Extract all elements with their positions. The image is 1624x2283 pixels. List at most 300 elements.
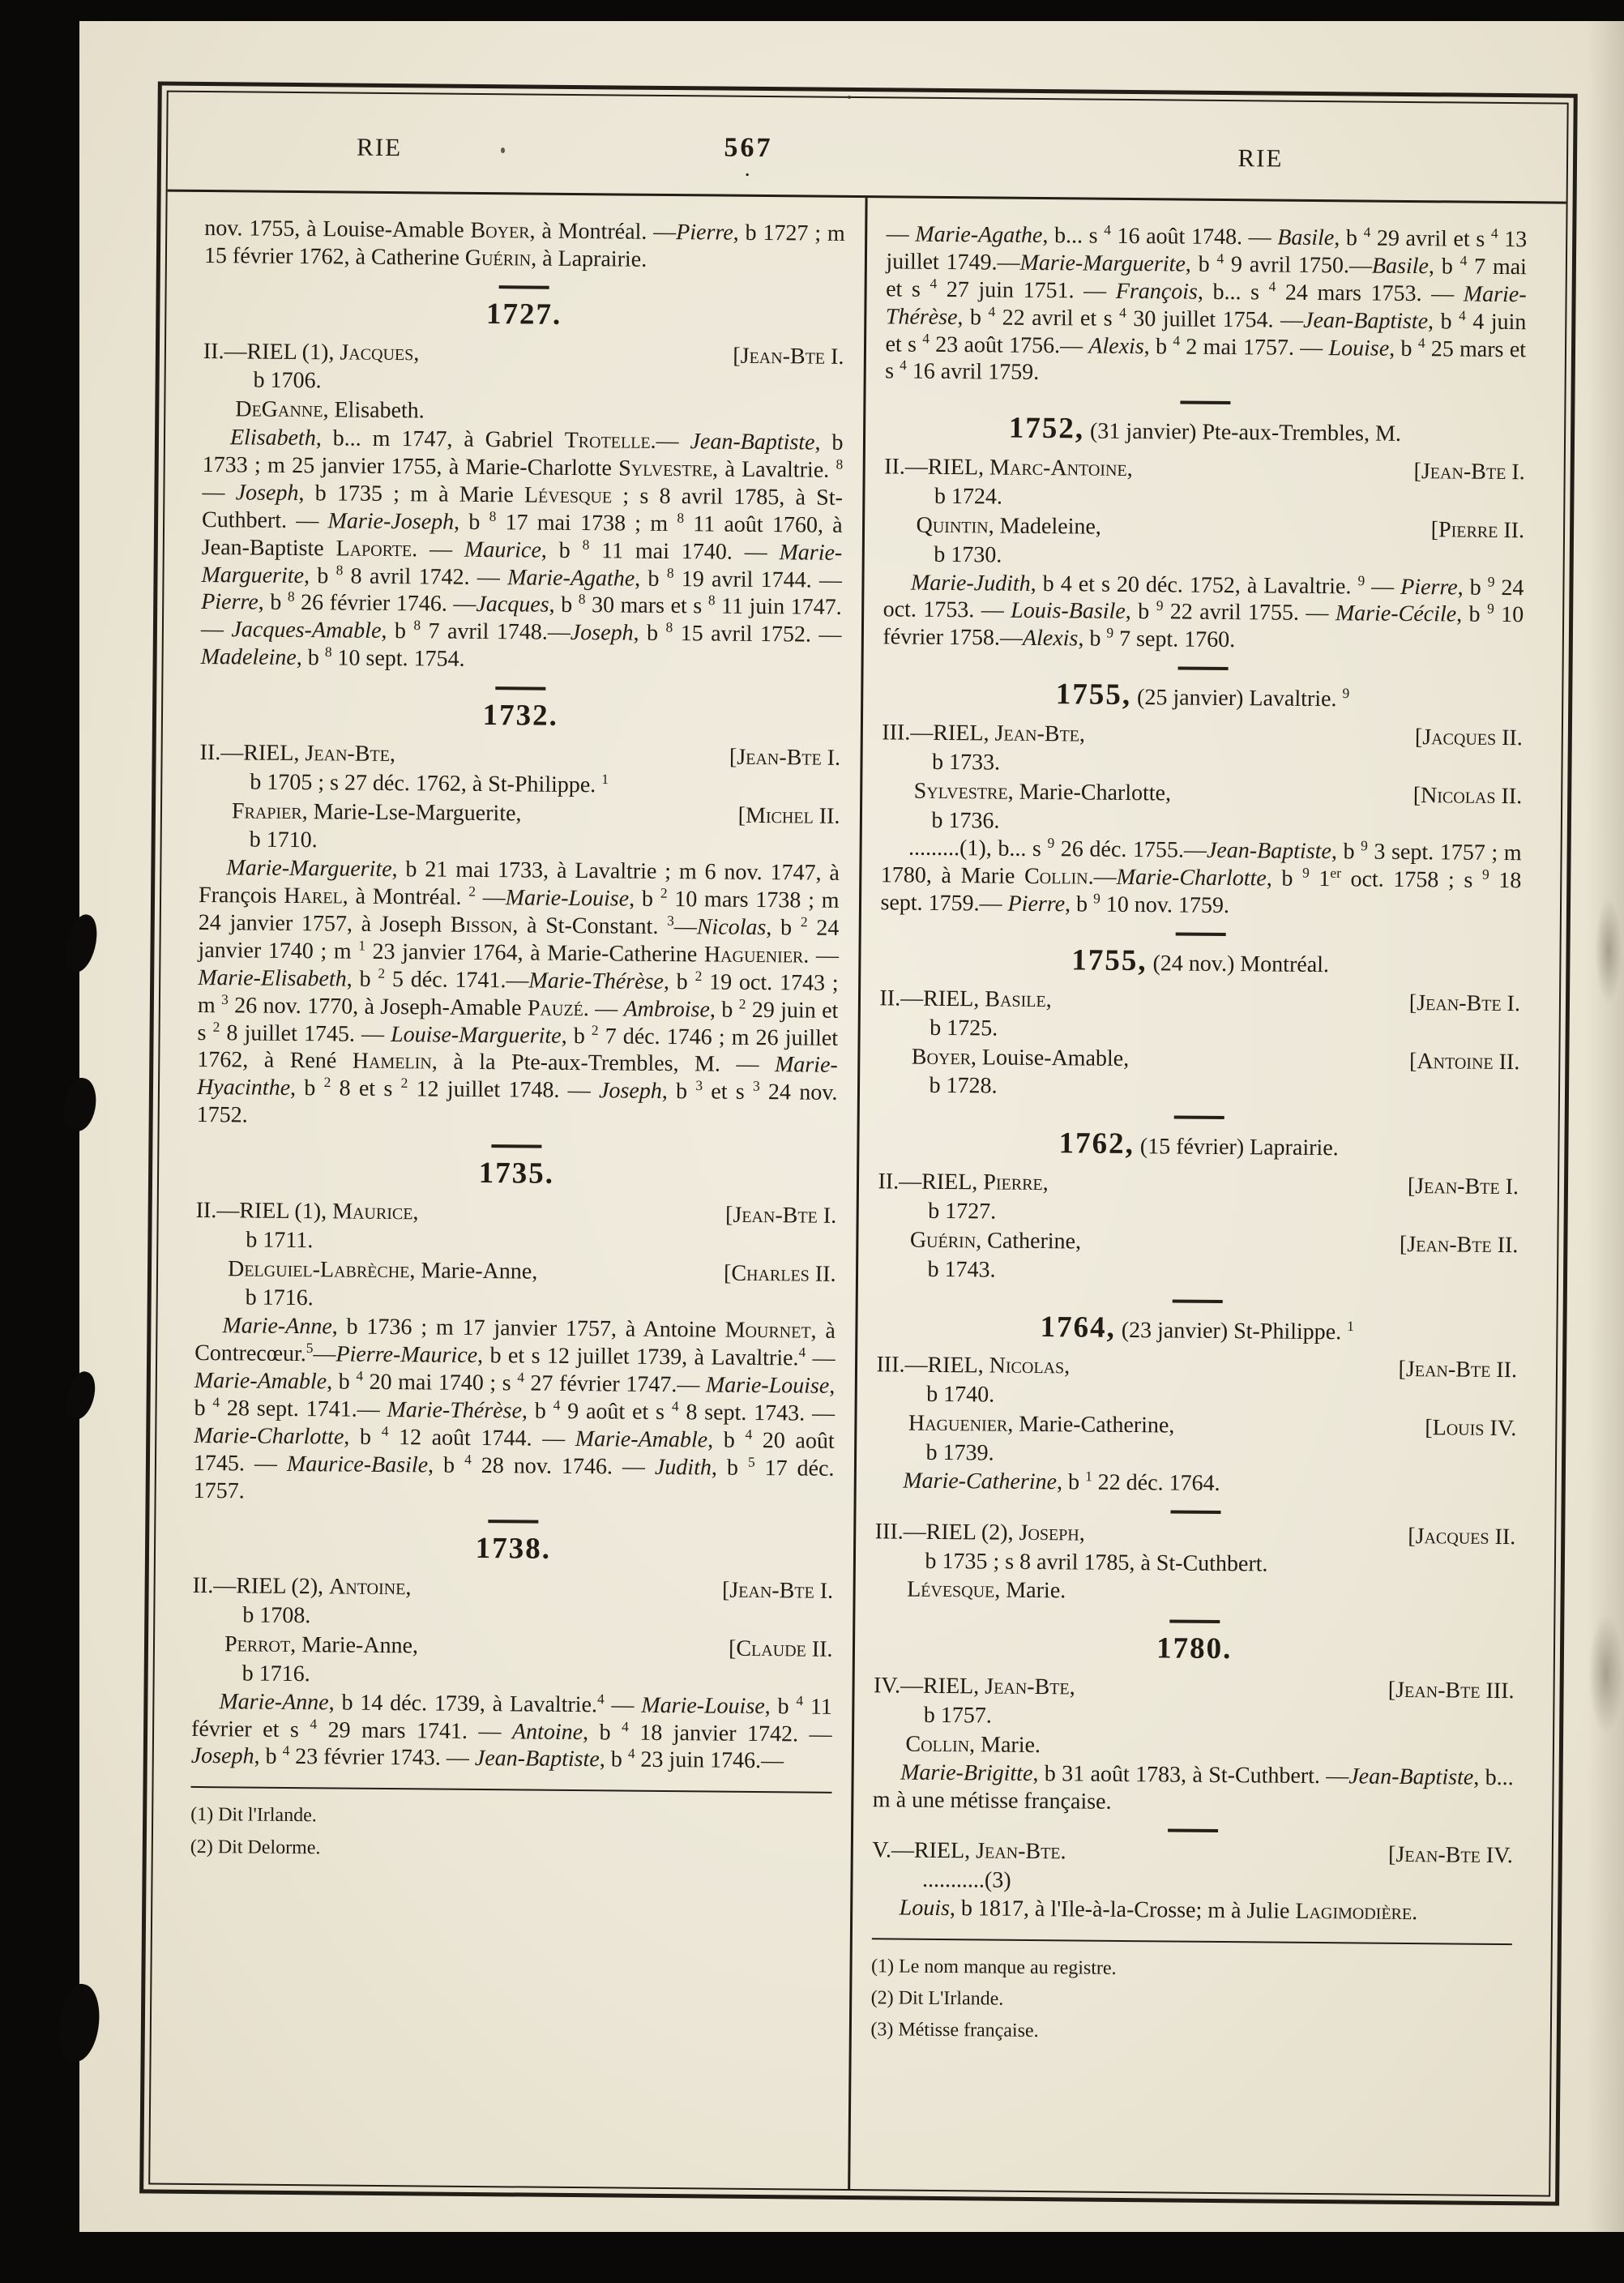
entry-head [195, 1255, 836, 1288]
text-run: , à Laprairie. [531, 246, 647, 272]
running-head-left: RIE [356, 132, 403, 162]
text-run: 4 [1490, 225, 1498, 242]
text-run: 19 oct. 1743 ; m [197, 969, 839, 1018]
text-run: 27 juin 1751. — [937, 276, 1116, 304]
footnote: (2) Dit Delorme. [190, 1836, 321, 1858]
text-run: Marie-Cécile [1335, 601, 1457, 627]
text-run: Marc-Antoine [989, 455, 1127, 481]
text-run: Jean-Baptiste [474, 1746, 600, 1772]
text-run: , b [254, 1744, 283, 1770]
text-run: Haguenier [703, 942, 804, 968]
text-run: Haguenier [908, 1410, 1008, 1437]
entry-head [872, 1837, 1513, 1870]
text-run: , b [1427, 308, 1459, 335]
text-run: 23 juin 1746.— [635, 1747, 784, 1774]
entry-subline [199, 826, 840, 859]
text-run: 24 nov. 1752. [196, 1080, 838, 1128]
entry-parent-ref [1393, 1231, 1519, 1259]
text-run: — [475, 885, 506, 911]
text-run: [Louis IV. [1425, 1415, 1517, 1442]
text-run: , b [635, 566, 667, 592]
entry-parent-ref [1401, 1173, 1519, 1201]
text-run: Jacques [476, 592, 549, 618]
text-run: , b [663, 968, 695, 995]
text-run: 9 [1361, 838, 1368, 854]
text-run: Collin [1024, 864, 1088, 890]
text-run: , b 1817, à l'Ile-à-la-Crosse; m à Julie [949, 1896, 1296, 1925]
text-run: , b [709, 997, 739, 1023]
text-run: , b [194, 1373, 836, 1422]
text-run: , [413, 340, 420, 366]
text-run: Nicolas [989, 1353, 1065, 1379]
text-run: 5 déc. 1741.— [384, 966, 529, 994]
year-heading [877, 1308, 1518, 1350]
text-run: 12 juillet 1748. — [408, 1076, 600, 1104]
text-run: b 1757. [923, 1702, 992, 1729]
text-run: Louise-Marguerite [391, 1021, 562, 1049]
text-run: .— [650, 428, 690, 455]
text-run: [Antoine II. [1408, 1048, 1520, 1075]
text-run: Perrot [224, 1631, 291, 1657]
text-run: 4 [596, 1691, 605, 1707]
entry-head [203, 338, 844, 371]
entry-parent-ref [723, 743, 840, 772]
text-run: 8 [707, 592, 716, 609]
page-content-tilt [68, 15, 1624, 2239]
entry-name [875, 1518, 1085, 1547]
entry-name [228, 1255, 538, 1285]
entry-parent-ref [1403, 1047, 1520, 1075]
text-run: 27 février 1747.— [524, 1370, 707, 1398]
entry-parent-ref [722, 1635, 833, 1664]
entry-head [875, 1518, 1516, 1551]
entry-head [879, 985, 1520, 1018]
entry-head [878, 1226, 1519, 1259]
text-run: Joseph [235, 480, 299, 506]
text-run: 1 [358, 938, 366, 954]
text-run: Frapier [231, 797, 302, 824]
text-run: III.—RIEL, [882, 720, 995, 746]
text-run: 8 sept. 1743. — [678, 1400, 836, 1426]
text-run: 8 [836, 456, 844, 472]
text-run: [Jean-Bte I. [729, 744, 841, 771]
text-run: Basile [985, 986, 1046, 1012]
text-run: 28 sept. 1741.— [219, 1396, 387, 1422]
entry-subline [876, 1380, 1517, 1413]
section-separator [1170, 1510, 1220, 1514]
entry-name [879, 985, 1051, 1014]
entry-name [910, 1226, 1081, 1255]
text-run: IV.—RIEL, [873, 1673, 985, 1699]
text-run: 24 janvier 1740 ; m [198, 915, 840, 964]
text-run: ...........(3) [921, 1867, 1011, 1894]
entry-subline [199, 768, 840, 802]
text-run: .— [1088, 864, 1117, 891]
text-run: , b [1457, 575, 1488, 601]
text-run: Maurice [332, 1199, 413, 1225]
entry-parent-ref [732, 802, 840, 830]
entry-name [232, 797, 522, 827]
entry-parent-ref [1401, 1523, 1515, 1551]
text-run: , b [1331, 839, 1361, 865]
section-separator [489, 1520, 539, 1524]
text-run: Mournet [724, 1317, 811, 1344]
text-run: 19 avril 1744. — [673, 566, 843, 593]
entry-name [235, 396, 425, 425]
text-run: 1727. [485, 297, 562, 331]
text-run: Delguiel-Labrèche [227, 1255, 410, 1283]
entry-head [878, 1168, 1519, 1201]
text-run: Marie-Brigitte [900, 1759, 1033, 1786]
text-run: Marie-Anne [222, 1313, 332, 1340]
text-run: 8 [413, 618, 421, 634]
entry-name [882, 719, 1085, 748]
entry-name [196, 1197, 419, 1226]
text-run: Marie-Catherine [903, 1468, 1058, 1495]
entry-paragraph [194, 1312, 836, 1510]
text-run: , [1045, 986, 1052, 1012]
text-run: 10 sept. 1754. [331, 645, 465, 672]
text-run: Jean-Bte [305, 740, 391, 767]
text-run: 29 mars 1741. — [316, 1717, 513, 1744]
text-run: 3 [695, 1078, 703, 1094]
text-run: 10 février 1758.— [883, 602, 1524, 652]
text-run: 8 [677, 510, 685, 526]
entry-head [882, 777, 1523, 810]
text-run: , à Contrecœur. [194, 1318, 836, 1367]
entry-name [916, 511, 1101, 541]
text-run: 18 sept. 1759.— [880, 868, 1522, 917]
text-run: Elisabeth [229, 425, 316, 451]
book-page [79, 21, 1624, 2232]
text-run: 4 [517, 1370, 525, 1386]
entry-name [224, 1631, 418, 1660]
entry-subline [875, 1439, 1516, 1472]
text-run: II.—RIEL (1), [195, 1197, 333, 1225]
text-run: 2 [800, 914, 808, 930]
section-separator [1180, 401, 1230, 405]
text-run: b 1735 ; s 8 avril 1785, à St-Cuthbert. [925, 1548, 1268, 1577]
entry-subline [878, 1197, 1519, 1230]
text-run: 23 janvier 1764, à Marie-Catherine [365, 938, 705, 968]
text-run: [Jean-Bte IV. [1387, 1842, 1513, 1869]
text-run: 4 [798, 1345, 806, 1361]
text-run: — [604, 1692, 642, 1718]
text-run: , b [1064, 891, 1094, 917]
text-run: , b [521, 1398, 553, 1424]
text-run: 12 août 1744. — [388, 1424, 576, 1451]
footnote: (1) Dit l'Irlande. [190, 1804, 317, 1827]
text-run: Antoine [328, 1574, 406, 1601]
page-border-frame-inner [148, 91, 1568, 2197]
entry-name [884, 453, 1133, 483]
text-run: Boyer [470, 217, 530, 244]
text-run: Marie-Thérèse [387, 1396, 523, 1424]
text-run: Joseph [1019, 1520, 1079, 1546]
text-run: , b [541, 537, 583, 563]
text-run: 8 juillet 1745. — [220, 1020, 391, 1047]
column-right [850, 198, 1566, 2195]
entry-paragraph [204, 215, 845, 276]
year-heading [880, 941, 1521, 983]
text-run: 7 sept. 1760. [1113, 626, 1236, 653]
text-run: Basile [1277, 224, 1335, 251]
text-run: , b [453, 509, 489, 535]
text-run: 8 [489, 508, 497, 524]
entry-head [876, 1409, 1517, 1443]
text-run: 8 [335, 562, 344, 578]
text-run: [Jean-Bte I. [1407, 1174, 1519, 1200]
text-run: , b [957, 304, 989, 331]
text-run: 4 [1173, 332, 1181, 348]
text-run: , b [346, 966, 378, 992]
section-separator [496, 686, 546, 690]
text-run: 3 [753, 1078, 760, 1094]
text-run: Pierre-Maurice [335, 1341, 478, 1369]
text-run: 24 mars 1753. — [1276, 280, 1464, 307]
text-run: 1738. [475, 1532, 552, 1567]
text-run: 9 [1481, 866, 1489, 883]
entry-name [203, 338, 420, 367]
text-run: Joseph [190, 1743, 254, 1770]
text-run: [Jean-Bte III. [1387, 1677, 1515, 1704]
entry-subline [884, 482, 1525, 515]
text-run: Louis [899, 1895, 951, 1922]
entry-parent-ref [1403, 990, 1520, 1018]
entry-parent-ref [716, 1577, 833, 1605]
text-run: , b... s [1197, 279, 1269, 306]
entry-name [905, 1730, 1041, 1759]
text-run: [Charles II. [723, 1260, 836, 1287]
text-run: Madeleine [200, 644, 297, 671]
text-run: , [412, 1199, 419, 1225]
text-run: , Marie. [994, 1578, 1066, 1604]
entry-parent-ref [719, 1201, 836, 1229]
text-run: , à Montréal. — [529, 218, 677, 246]
text-run: Collin [905, 1731, 970, 1758]
entry-subline [192, 1601, 833, 1635]
text-run: 4 juin et s [885, 309, 1527, 357]
text-run: , b [661, 1079, 696, 1105]
text-run: Basile [1371, 253, 1430, 280]
text-run: Marie-Amable [194, 1367, 327, 1395]
text-run: , b [1428, 254, 1460, 280]
text-run: — [806, 1345, 836, 1372]
text-run: , b [1389, 336, 1418, 361]
entry-subline [195, 1226, 836, 1259]
year-heading [193, 1528, 834, 1571]
text-run: Marie-Thérèse [885, 281, 1527, 330]
text-run: 29 avril et s [1370, 225, 1492, 252]
text-run: Marie-Agathe [915, 221, 1043, 249]
text-run: , [1079, 1520, 1085, 1546]
column-left [150, 192, 867, 2189]
text-run: 9 [1357, 572, 1365, 588]
text-run: , b 14 déc. 1739, à Lavaltrie. [328, 1690, 598, 1717]
text-run: Jacques-Amable [231, 617, 382, 644]
text-run: 1 [1309, 866, 1331, 892]
text-run: b 1711. [246, 1227, 314, 1253]
text-run: Pierre [201, 589, 259, 615]
text-run: 4 [310, 1716, 318, 1732]
text-run: , [405, 1575, 412, 1601]
text-run: 4 [464, 1451, 472, 1468]
footnotes [190, 1786, 831, 1865]
text-run: , Marie-Anne, [290, 1631, 419, 1659]
text-run: . [1060, 1839, 1066, 1865]
text-run: 20 mai 1740 ; s [362, 1369, 518, 1396]
text-run: , b [1185, 251, 1217, 277]
text-run: 4 [553, 1397, 561, 1413]
entry-paragraph [885, 220, 1527, 391]
text-run: 30 juillet 1754. — [1126, 306, 1304, 333]
text-run: Harel [284, 883, 343, 909]
entry-paragraph [197, 854, 840, 1135]
text-run: Lévesque [524, 482, 613, 509]
entry-parent-ref [1408, 724, 1523, 752]
text-run: Guérin [909, 1227, 977, 1254]
text-run: Marie-Hyacinthe [196, 1052, 838, 1101]
text-run: — [1364, 574, 1401, 600]
text-run: 23 février 1743. — [289, 1744, 475, 1772]
footnote: (2) Dit L'Irlande. [870, 1987, 1004, 2010]
entry-parent-ref [726, 342, 844, 370]
text-run: 10 nov. 1759. [1100, 891, 1230, 919]
entry-head [873, 1730, 1514, 1764]
text-run: 9 [1302, 865, 1310, 881]
entry-head [882, 719, 1523, 752]
text-run: Maurice-Basile [286, 1451, 429, 1478]
text-run: 17 mai 1738 ; m [496, 509, 677, 537]
text-run: Jacques [340, 339, 414, 366]
text-run: , b [1143, 333, 1173, 359]
text-run: 26 nov. 1770, à Joseph-Amable [228, 992, 528, 1021]
text-run: 1 [1347, 1318, 1354, 1334]
text-run: 4 [282, 1743, 290, 1759]
text-run: 11 février et s [190, 1694, 833, 1742]
running-head-right: RIE [1237, 143, 1284, 173]
entry-subline [883, 541, 1524, 574]
text-run: [Nicolas II. [1412, 782, 1523, 809]
text-run: 3 [221, 991, 229, 1007]
text-run: 1780. [1156, 1631, 1233, 1666]
text-run: b 1736. [931, 807, 1000, 834]
text-run: (24 nov.) Montréal. [1147, 951, 1330, 978]
text-run: Alexis [1088, 333, 1144, 359]
text-run: . [1412, 1900, 1418, 1926]
text-run: [Claude II. [728, 1635, 833, 1662]
text-run: b 1743. [927, 1256, 996, 1283]
entry-subline [192, 1660, 833, 1693]
text-run: et s [702, 1079, 754, 1105]
section-separator [1169, 1620, 1220, 1624]
text-run: Marie-Charlotte [194, 1422, 344, 1450]
entry-subline [872, 1866, 1513, 1900]
text-run: 13 juillet 1749.— [886, 226, 1528, 276]
text-run: , b [296, 645, 325, 671]
text-columns [150, 192, 1566, 2195]
entry-paragraph [872, 1894, 1513, 1927]
text-run: Marie-Louise [705, 1372, 830, 1399]
text-run: b 1708. [242, 1602, 311, 1629]
text-run: 1764, [1040, 1310, 1116, 1345]
text-run: 4 [1216, 250, 1224, 267]
text-run: 22 avril et s [995, 305, 1120, 331]
text-run: II.—RIEL (1), [203, 338, 340, 365]
text-run: 9 [1106, 625, 1114, 641]
text-run: , b [1334, 225, 1364, 251]
text-run: 7 avril 1748.— [420, 618, 571, 646]
text-run: 4 [356, 1368, 364, 1384]
text-run: , b 1735 ; m à Marie [298, 480, 525, 508]
text-run: , b [549, 592, 579, 618]
text-run: Ambroise [623, 996, 711, 1023]
text-run: Pauzé [527, 995, 583, 1021]
text-run: 9 août et s [560, 1398, 672, 1426]
text-run: 8 [666, 565, 674, 581]
text-run: — [673, 914, 697, 940]
entry-name [192, 1572, 411, 1601]
text-run: , b 4 et s 20 déc. 1752, à Lavaltrie. [1030, 571, 1358, 599]
text-run: 2 [738, 996, 746, 1012]
text-run: 4 [1119, 305, 1126, 321]
entry-subline [203, 366, 844, 400]
text-run: 9 avril 1750.— [1224, 251, 1373, 279]
text-run: Joseph [570, 620, 634, 646]
text-run: , Louise-Amable, [970, 1044, 1130, 1071]
text-run: , b [289, 1075, 324, 1101]
text-run: 3 [667, 913, 674, 929]
text-run: 8 [287, 588, 295, 605]
entry-name [872, 1837, 1066, 1866]
text-run: 2 mai 1757. — [1179, 334, 1329, 361]
text-run: 8 et s [331, 1075, 401, 1102]
text-run: , b et s 12 juillet 1739, à Lavaltrie. [477, 1343, 799, 1371]
text-run: Jean-Bte [976, 1838, 1061, 1865]
text-run: 2 [400, 1075, 408, 1092]
text-run: 2 [468, 883, 477, 900]
text-run: 2 [660, 885, 668, 901]
entry-paragraph [873, 1759, 1514, 1819]
entry-head [203, 395, 844, 429]
text-run: II.—RIEL, [884, 454, 990, 481]
text-run: 4 [1268, 278, 1276, 294]
text-run: b 1727. [928, 1198, 997, 1225]
text-run: 2 [212, 1019, 220, 1035]
text-run: 11 juin 1747.— [200, 593, 842, 643]
text-run: 8 avril 1742. — [343, 563, 508, 590]
text-run: , b [1056, 1469, 1086, 1495]
text-run: , b [633, 620, 666, 647]
text-run: b 1725. [930, 1015, 998, 1041]
entry-name [908, 1410, 1175, 1440]
text-run: Marie-Louise [505, 885, 630, 912]
text-run: 1732. [482, 699, 559, 733]
text-run: Marie-Marguerite [226, 855, 392, 883]
entry-name [878, 1168, 1049, 1197]
text-run: Boyer [911, 1044, 972, 1070]
text-run: Marie-Judith [910, 570, 1031, 596]
text-run: , b [764, 1693, 797, 1720]
entry-head [196, 1197, 837, 1230]
text-run: . — [803, 943, 840, 968]
entry-parent-ref [1382, 1677, 1515, 1705]
text-run: Marie-Anne [219, 1688, 329, 1716]
text-run: 16 août 1748. — [1110, 223, 1278, 250]
text-run: Hamelin [352, 1049, 432, 1075]
entry-name [199, 739, 395, 768]
text-run: (23 janvier) St-Philippe. [1115, 1317, 1348, 1345]
